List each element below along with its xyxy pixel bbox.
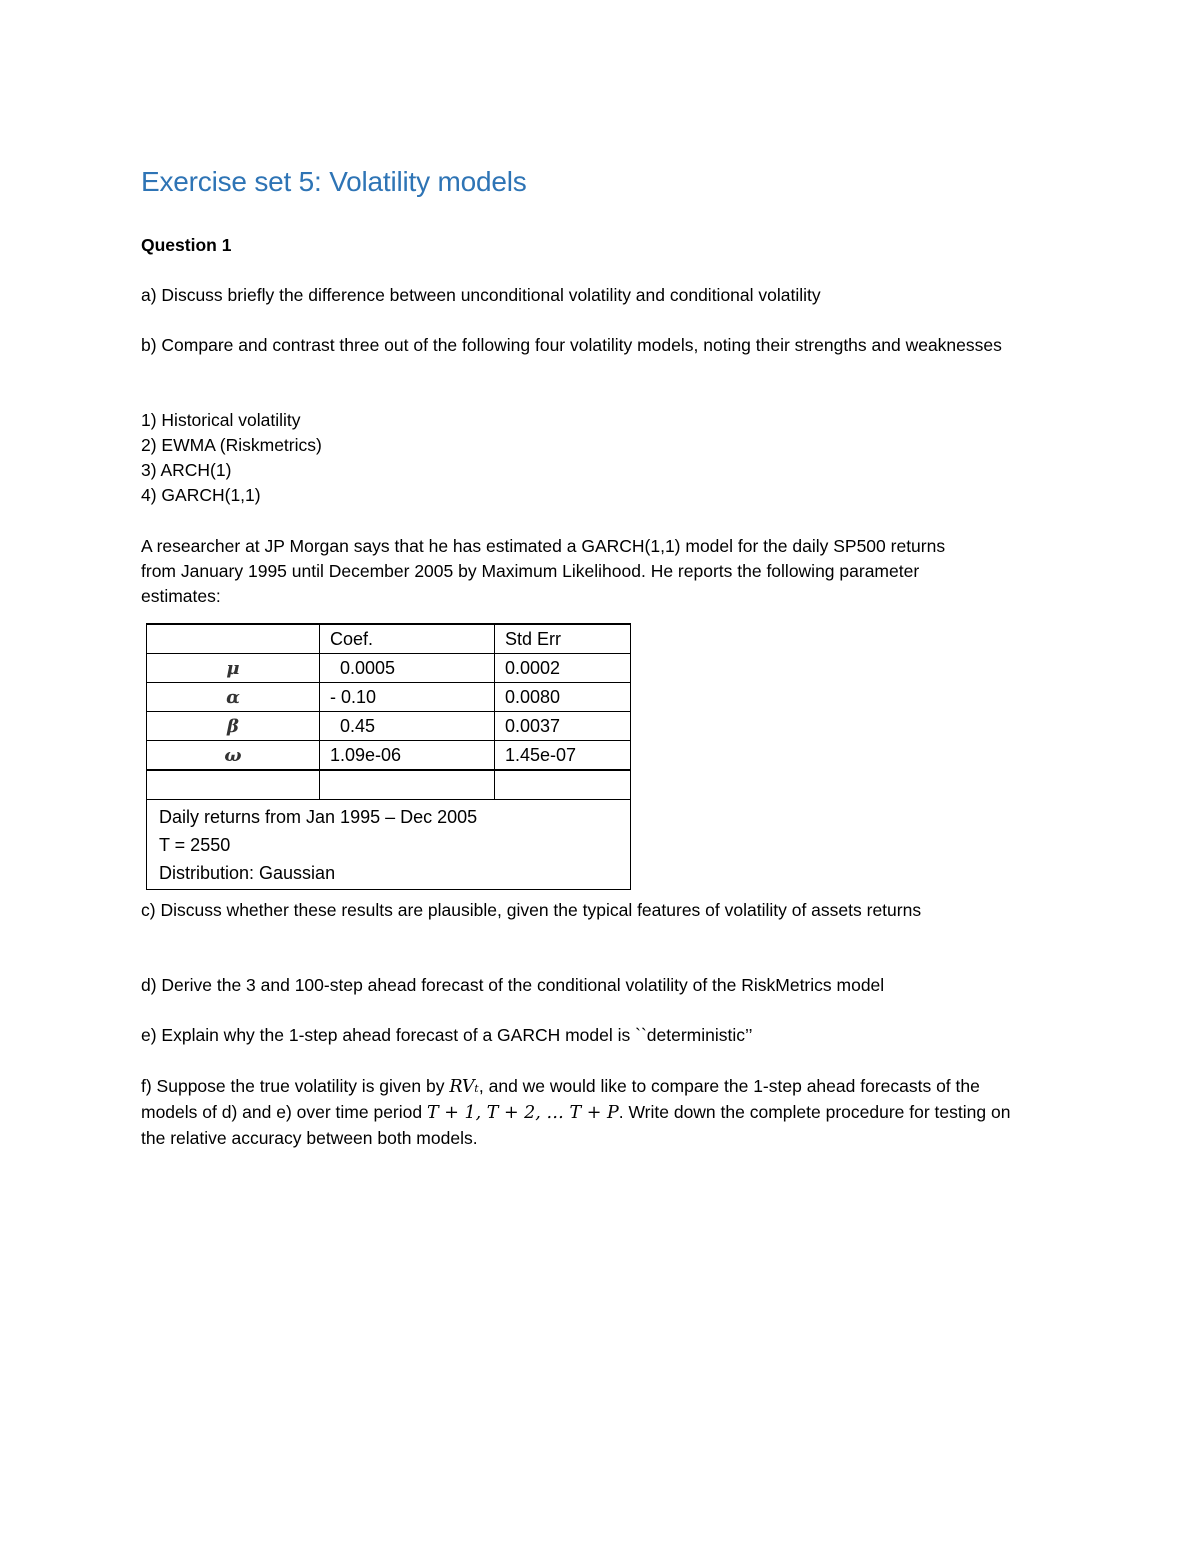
stderr-cell: 0.0037 — [495, 712, 631, 741]
table-header-cell: Std Err — [495, 624, 631, 654]
page-title: Exercise set 5: Volatility models — [141, 166, 527, 197]
part-a-text: a) Discuss briefly the difference between unconditional volatility and conditional volatility — [141, 285, 821, 305]
empty-cell — [147, 770, 320, 800]
note-line: Daily returns from Jan 1995 – Dec 2005 — [159, 807, 478, 827]
part-f-text-1: f) Suppose the true volatility is given by — [141, 1076, 450, 1096]
table-row — [147, 741, 631, 771]
math-rv: RVₜ — [449, 1077, 479, 1097]
param-symbol: ω — [147, 741, 320, 771]
list-item: 1) Historical volatility — [141, 410, 301, 430]
part-f-text-2: , and we would like to compare the 1-step ahead forecasts of the models of d) and e) over time period — [141, 1076, 980, 1122]
note-line: T = 2550 — [159, 835, 231, 855]
table-notes — [147, 800, 631, 890]
stderr-cell: 1.45e-07 — [495, 741, 631, 771]
list-item: 4) GARCH(1,1) — [141, 485, 261, 505]
note-line: Distribution: Gaussian — [159, 863, 336, 883]
table-header-row — [147, 624, 631, 654]
table-notes-row — [147, 800, 631, 890]
math-period: T + 1, T + 2, … T + P — [426, 1103, 619, 1123]
part-b-text: b) Compare and contrast three out of the following four volatility models, noting their strengths and weaknesses — [141, 335, 1002, 355]
model-list — [141, 408, 1021, 508]
empty-cell — [320, 770, 495, 800]
stderr-cell: 0.0080 — [495, 683, 631, 712]
part-f-text-3: . Write down the complete procedure for testing on the relative accuracy between both models. — [141, 1102, 1011, 1148]
coef-cell: 0.0005 — [320, 654, 495, 683]
table-row — [147, 654, 631, 683]
coef-cell: 0.45 — [320, 712, 495, 741]
table-header-cell: Coef. — [320, 624, 495, 654]
list-item: 2) EWMA (Riskmetrics) — [141, 435, 322, 455]
table-row — [147, 683, 631, 712]
param-symbol: α — [147, 683, 320, 712]
param-symbol: β — [147, 712, 320, 741]
coef-cell: - 0.10 — [320, 683, 495, 712]
part-e-text: e) Explain why the 1-step ahead forecast of a GARCH model is ``deterministic’’ — [141, 1025, 753, 1045]
table-row — [147, 712, 631, 741]
list-item: 3) ARCH(1) — [141, 460, 232, 480]
part-d-text: d) Derive the 3 and 100-step ahead forecast of the conditional volatility of the RiskMetrics model — [141, 975, 885, 995]
part-f-text — [141, 1074, 1016, 1151]
parameter-table — [146, 623, 631, 890]
param-symbol: μ — [147, 654, 320, 683]
stderr-cell: 0.0002 — [495, 654, 631, 683]
table-empty-row — [147, 770, 631, 800]
coef-cell: 1.09e-06 — [320, 741, 495, 771]
empty-cell — [495, 770, 631, 800]
question-heading: Question 1 — [141, 235, 232, 255]
table-header-cell — [147, 624, 320, 654]
intro-paragraph: A researcher at JP Morgan says that he has estimated a GARCH(1,1) model for the daily SP500 returns from January 1995 until December 2005 by Maximum Likelihood. He reports the following parameter estimates: — [141, 536, 946, 606]
part-c-text: c) Discuss whether these results are plausible, given the typical features of volatility of assets returns — [141, 900, 922, 920]
